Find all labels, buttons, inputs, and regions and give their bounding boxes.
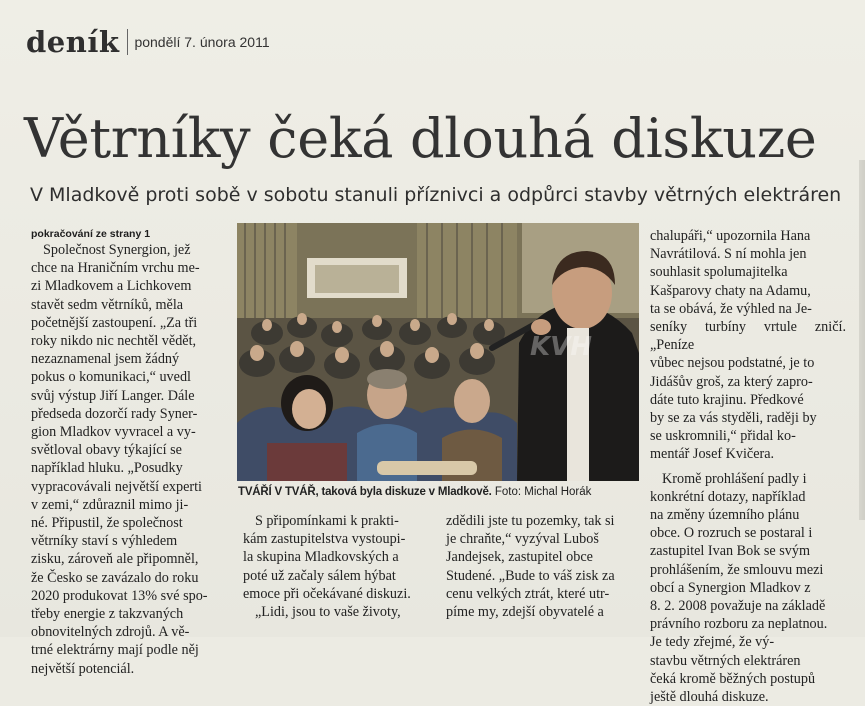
text-line: zastupitel Ivan Bok se svým <box>650 543 810 560</box>
text-line: seníky turbíny vrtule zničí. „Peníze <box>650 319 846 354</box>
text-line: že Česko se zavázalo do roku <box>31 569 199 586</box>
text-line: mentář Josef Kvičera. <box>650 446 775 463</box>
text-line: Studené. „Bude to váš zisk za <box>446 567 615 584</box>
text-line: světloval obavy týkající se <box>31 442 182 459</box>
text-line: právního rozboru za neplatnou. <box>650 616 828 633</box>
photo-watermark: KVH <box>530 332 593 362</box>
text-line: kám zastupitelstva vystoupi- <box>243 531 406 548</box>
text-line: vůbec nejsou podstatné, je to <box>650 355 815 372</box>
article-column-4 <box>650 227 846 706</box>
text-line: dáte tuto krajinu. Předkové <box>650 391 804 408</box>
photo-credit: Foto: Michal Horák <box>494 486 592 498</box>
text-line: souhlasit spolumajitelka <box>650 264 788 281</box>
text-line: stavět sedm větrníků, měla <box>31 296 184 313</box>
text-line: Společnost Synergion, jež <box>43 242 191 258</box>
text-line: by se za vás styděli, raději by <box>650 410 817 427</box>
text-line: zisku, zároveň ale připomněl, <box>31 551 199 568</box>
text-line: pokus o komunikaci,“ uvedl <box>31 369 191 386</box>
text-line: obnovitelných zdrojů. A vě- <box>31 624 190 641</box>
text-line: ta se obává, že výhled na Je- <box>650 300 812 317</box>
text-line: větrníky staví s výhledem <box>31 533 178 550</box>
text-line: zi Mladkovem a Lichkovem <box>31 278 192 295</box>
photo-caption <box>238 485 640 499</box>
caption-title: TVÁŘÍ V TVÁŘ, taková byla diskuze v Mladkově. <box>238 486 492 498</box>
issue-date: pondělí 7. února 2011 <box>134 34 270 50</box>
text-line: v zemi,“ zdůraznil mimo ji- <box>31 496 189 513</box>
page-edge-shadow <box>859 160 865 520</box>
text-line: třeby energie z takzvaných <box>31 606 184 623</box>
text-line: největší potenciál. <box>31 660 135 677</box>
text-line: na změny územního plánu <box>650 507 800 524</box>
article-column-1 <box>31 228 227 678</box>
text-line: svůj výstup Jiří Langer. Dále <box>31 387 195 404</box>
text-line: „Lidi, jsou to vaše životy, <box>255 604 401 621</box>
text-line: stavbu větrných elektráren <box>650 652 801 669</box>
text-line: například hluku. „Posudky <box>31 460 183 477</box>
text-line: ještě dlouhá diskuze. <box>650 689 769 706</box>
masthead <box>26 24 270 60</box>
text-line: vypracovávali největší experti <box>31 478 202 495</box>
text-line: gion Mladkov vyvracel a vy- <box>31 424 196 441</box>
text-line: trné elektrárny mají podle něj <box>31 642 199 659</box>
text-line: Kašparovy chaty na Adamu, <box>650 282 811 299</box>
text-line: početnější zastoupení. „Za tři <box>31 314 198 331</box>
text-line: Jandejsek, zastupitel obce <box>446 549 593 566</box>
text-line: je chraňte,“ vyzýval Luboš <box>446 531 599 548</box>
newspaper-logo: deník <box>26 25 120 59</box>
text-line: 2020 produkovat 13% své spo- <box>31 587 208 604</box>
article-column-3 <box>446 512 642 621</box>
text-line: se uskromnili,“ přidal ko- <box>650 428 796 445</box>
text-line: Je tedy zřejmé, že vý- <box>650 634 775 651</box>
text-line: Kromě prohlášení padly i <box>662 470 807 487</box>
text-line: emoce při očekávané diskuzi. <box>243 585 411 602</box>
text-line: roky nikdo nic nechtěl vědět, <box>31 333 197 350</box>
text-line: poté už začaly sálem hýbat <box>243 567 396 584</box>
article-subheadline: V Mladkově proti sobě v sobotu stanuli příznivci a odpůrci stavby větrných elektráren <box>30 184 842 206</box>
text-line: obce. O rozruch se postaral i <box>650 525 813 542</box>
text-line: 8. 2. 2008 považuje na základě <box>650 598 826 615</box>
text-line: prohlášením, že smlouvu mezi <box>650 561 824 578</box>
text-line: konkrétní dotazy, například <box>650 488 806 505</box>
text-line: Jidášův groš, za který zapro- <box>650 373 813 390</box>
text-line: chce na Hraničním vrchu me- <box>31 260 200 277</box>
text-line: chalupáři,“ upozornila Hana <box>650 228 811 244</box>
text-line: la skupina Mladkovských a <box>243 549 399 566</box>
text-line: S připomínkami k prakti- <box>255 513 399 529</box>
text-line: Navrátilová. S ní mohla jen <box>650 246 807 263</box>
masthead-divider <box>127 29 128 55</box>
article-photo <box>237 223 639 481</box>
text-line: čeká kromě běžných postupů <box>650 670 816 687</box>
continued-label: pokračování ze strany 1 <box>31 228 151 240</box>
text-line: obcí a Synergion Mladkov z <box>650 579 811 596</box>
text-line: cenu velkých ztrát, které utr- <box>446 585 610 602</box>
article-headline: Větrníky čeká dlouhá diskuze <box>24 107 817 170</box>
text-line: předseda dozorčí rady Syner- <box>31 405 198 422</box>
text-line: né. Připustil, že společnost <box>31 515 183 532</box>
text-line: nezaznamenal jsem žádný <box>31 351 180 368</box>
text-line: zdědili jste tu pozemky, tak si <box>446 513 615 529</box>
article-column-2 <box>243 512 437 621</box>
text-line: píme my, zdejší obyvatelé a <box>446 604 604 621</box>
